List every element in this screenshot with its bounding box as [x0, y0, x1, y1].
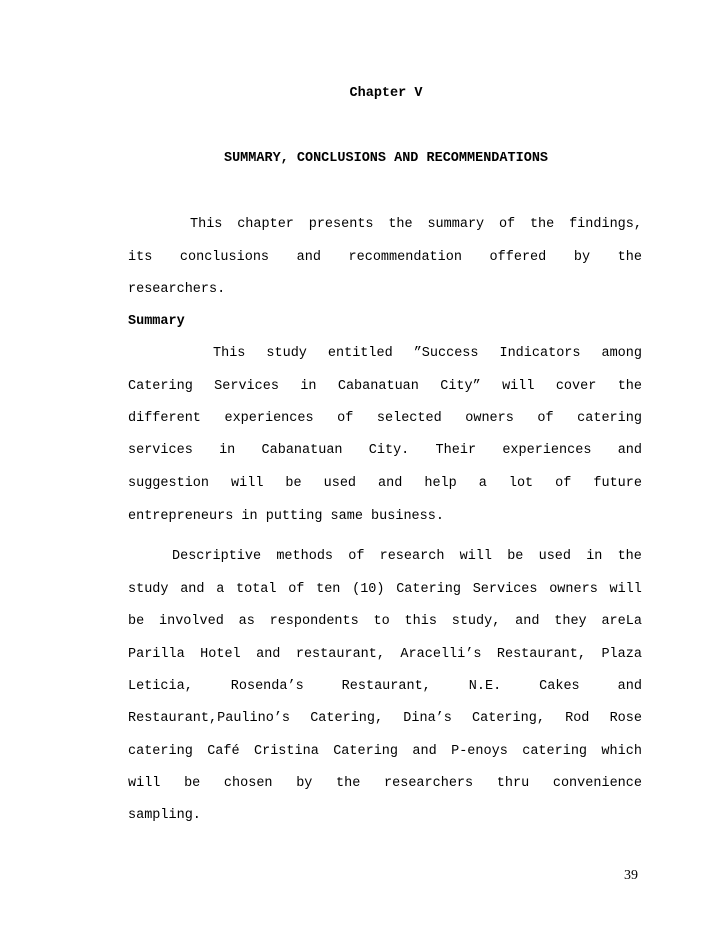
- summary-heading: Summary: [128, 314, 185, 329]
- chapter-title: Chapter V: [349, 86, 423, 101]
- summary-p1-line-6: entrepreneurs in putting same business.: [128, 509, 444, 524]
- summary-p2-line-2: study and a total of ten (10) Catering Services owners will: [128, 582, 642, 597]
- summary-p1-line-4: services in Cabanatuan City. Their experiences and: [128, 443, 642, 458]
- intro-line-1: This chapter presents the summary of the findings,: [190, 217, 642, 232]
- summary-p2-line-5: Leticia, Rosenda’s Restaurant, N.E. Cakes and: [128, 679, 642, 694]
- summary-p2-line-7: catering Café Cristina Catering and P-enoys catering which: [128, 744, 642, 759]
- summary-p2-line-8: will be chosen by the researchers thru convenience: [128, 776, 642, 791]
- summary-p2-line-3: be involved as respondents to this study, and they areLa: [128, 614, 642, 629]
- summary-p1-line-2: Catering Services in Cabanatuan City” will cover the: [128, 379, 642, 394]
- summary-p2-line-4: Parilla Hotel and restaurant, Aracelli’s Restaurant, Plaza: [128, 647, 642, 662]
- summary-p1-line-3: different experiences of selected owners of catering: [128, 411, 642, 426]
- summary-p1-line-1: This study entitled ”Success Indicators among: [213, 346, 642, 361]
- summary-p2-line-1: Descriptive methods of research will be used in the: [172, 549, 642, 564]
- summary-p1-line-5: suggestion will be used and help a lot of future: [128, 476, 642, 491]
- section-title: SUMMARY, CONCLUSIONS AND RECOMMENDATIONS: [223, 151, 549, 166]
- summary-p2-line-6: Restaurant,Paulino’s Catering, Dina’s Catering, Rod Rose: [128, 711, 642, 726]
- page-number: 39: [624, 868, 638, 883]
- summary-p2-line-9: sampling.: [128, 808, 201, 823]
- intro-line-3: researchers.: [128, 282, 226, 297]
- intro-line-2: its conclusions and recommendation offered by the: [128, 250, 642, 265]
